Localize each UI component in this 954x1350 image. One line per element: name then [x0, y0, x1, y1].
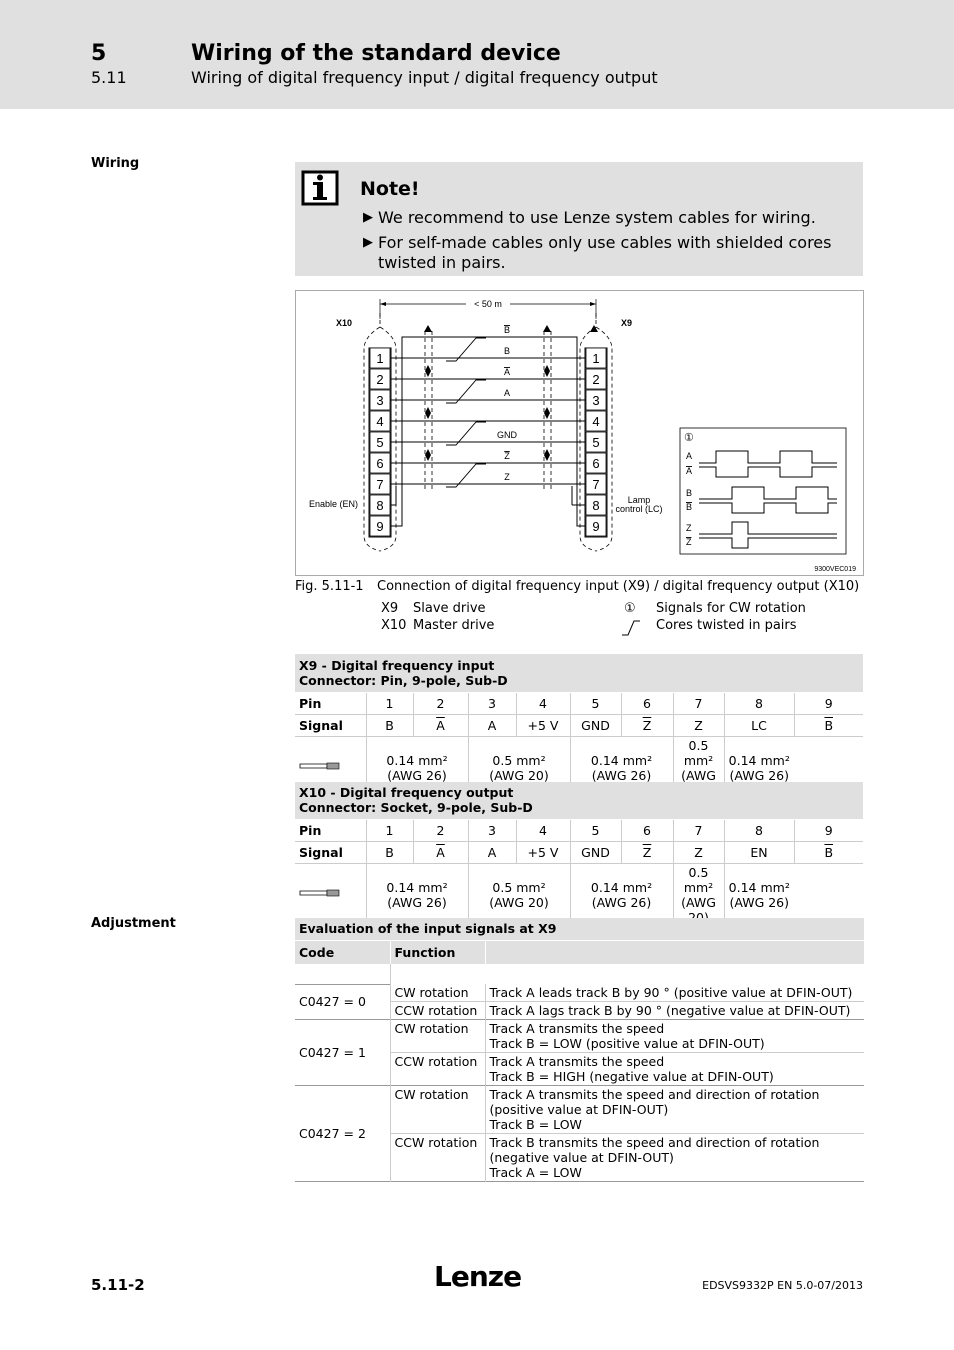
- x9-label: X9: [621, 318, 633, 328]
- signal-value: $\overline{Z}$: [621, 714, 673, 736]
- section-number: 5.11: [91, 68, 127, 87]
- cable-spec: 0.5 mm² (AWG 20): [468, 736, 570, 799]
- x10-table: [295, 782, 863, 927]
- signal-value: A: [468, 841, 516, 863]
- legend-text: Master drive: [413, 618, 495, 633]
- connector-pin-number: 4: [592, 414, 600, 429]
- signal-label: A: [686, 451, 693, 461]
- cable-spec: 0.14 mm² (AWG 26): [570, 863, 673, 926]
- legend-text: Cores twisted in pairs: [656, 618, 797, 633]
- connector-pin-number: 5: [592, 435, 600, 450]
- wire-label: A: [503, 388, 511, 398]
- signal-label: B: [686, 488, 693, 498]
- legend-key: X9: [381, 601, 399, 616]
- x9-title: X9 - Digital frequency input: [299, 657, 495, 673]
- section-title: Wiring of digital frequency input / digital frequency output: [191, 68, 658, 87]
- pin-number: 6: [621, 692, 673, 714]
- pin-number: 9: [794, 692, 863, 714]
- signal-value: $\overline{B}$: [794, 714, 863, 736]
- description-cell: Track A leads track B by 90 ° (positive value at DFIN-OUT): [489, 985, 853, 1000]
- description-cell: Track A transmits the speed and direction of rotation (positive value at DFIN-OUT) Track B = LOW: [489, 1087, 820, 1132]
- legend-text: Slave drive: [413, 601, 486, 616]
- wire-label: A: [503, 367, 511, 377]
- cable-spec: 0.5 mm² (AWG 20): [468, 863, 570, 926]
- signal-value: $\overline{A}$: [413, 714, 468, 736]
- chapter-title: Wiring of the standard device: [191, 41, 561, 66]
- evaluation-table: [295, 918, 864, 1182]
- signal-label: Z: [686, 523, 692, 533]
- signal-value: Z: [673, 714, 724, 736]
- connector-pin-number: 3: [592, 393, 600, 408]
- length-label: < 50 m: [474, 299, 502, 309]
- cable-spec: 0.5 mm² (AWG 20): [673, 736, 724, 799]
- connector-pin-number: 1: [592, 351, 600, 366]
- twisted-pair-icon: [620, 619, 642, 637]
- pin-number: 4: [516, 692, 570, 714]
- connector-pin-number: 5: [376, 435, 384, 450]
- connector-pin-number: 7: [376, 477, 384, 492]
- connector-pin-number: 3: [376, 393, 384, 408]
- rotation-cell: CW rotation: [390, 1020, 485, 1053]
- code-cell: C0427 = 1: [295, 1020, 390, 1086]
- note-box: [295, 162, 863, 276]
- signal-value: $\overline{B}$: [794, 841, 863, 863]
- x10-label: X10: [336, 318, 353, 328]
- signal-value: +5 V: [516, 714, 570, 736]
- wire-label: GND: [497, 430, 517, 440]
- legend-text: Signals for CW rotation: [656, 601, 806, 616]
- enable-label: Enable (EN): [309, 499, 359, 509]
- description-cell: Track B transmits the speed and direction of rotation (negative value at DFIN-OUT) Track A = LOW: [489, 1135, 820, 1180]
- signal-value: $\overline{Z}$: [621, 841, 673, 863]
- code-cell: C0427 = 2: [295, 1086, 390, 1182]
- side-label-wiring: Wiring: [91, 156, 140, 171]
- doc-id: EDSVS9332P EN 5.0-07/2013: [702, 1279, 863, 1292]
- connector-pin-number: 6: [376, 456, 384, 471]
- col-function: Function: [390, 940, 485, 964]
- pin-number: 1: [366, 692, 413, 714]
- pin-number: 2: [413, 819, 468, 841]
- page-header: [0, 0, 954, 109]
- figure-caption: Connection of digital frequency input (X9) / digital frequency output (X10): [377, 579, 860, 594]
- figure-code: 9300VEC019: [814, 566, 856, 573]
- wiring-diagram: [296, 291, 863, 575]
- pin-number: 7: [673, 692, 724, 714]
- code-cell: C0427 = 0: [295, 984, 390, 1020]
- connector-pin-number: 6: [592, 456, 600, 471]
- cable-spec: 0.5 mm² (AWG 20): [673, 863, 724, 926]
- pin-number: 5: [570, 819, 621, 841]
- wire-label: B: [503, 346, 511, 356]
- wire-label: B: [503, 325, 511, 335]
- signal-value: EN: [724, 841, 794, 863]
- connector-pin-number: 9: [376, 519, 384, 534]
- cable-icon: [295, 863, 366, 926]
- description-cell: Track A transmits the speed Track B = LOW (positive value at DFIN-OUT): [489, 1021, 765, 1051]
- wiring-figure: [295, 290, 864, 576]
- lamp-label: Lamp: [627, 495, 651, 505]
- bullet-arrow-icon: ▶: [363, 235, 373, 250]
- col-code: Code: [299, 944, 335, 960]
- note-bullet: ▶ We recommend to use Lenze system cables for wiring.: [363, 208, 816, 227]
- connector-pin-number: 2: [376, 372, 384, 387]
- signal-value: Z: [673, 841, 724, 863]
- rotation-cell: CW rotation: [390, 1086, 485, 1134]
- connector-pin-number: 7: [592, 477, 600, 492]
- signal-label: Z: [686, 537, 692, 547]
- rotation-cell: CW rotation: [390, 984, 485, 1002]
- pin-number: 3: [468, 692, 516, 714]
- pin-number: 3: [468, 819, 516, 841]
- info-icon: [301, 170, 339, 206]
- side-label-adjustment: Adjustment: [91, 916, 176, 931]
- chapter-number: 5: [91, 41, 107, 66]
- signal-marker: ①: [684, 432, 694, 444]
- cable-spec: 0.14 mm² (AWG 26): [724, 736, 794, 799]
- eval-title: Evaluation of the input signals at X9: [295, 918, 864, 940]
- cable-spec: 0.14 mm² (AWG 26): [366, 863, 468, 926]
- signal-value: B: [366, 841, 413, 863]
- signal-value: A: [468, 714, 516, 736]
- table-row: [295, 1020, 864, 1053]
- connector-pin-number: 4: [376, 414, 384, 429]
- connector-pin-number: 8: [592, 498, 600, 513]
- lamp-label: control (LC): [615, 504, 663, 514]
- pin-label: Pin: [299, 695, 322, 711]
- x9-table: [295, 654, 863, 800]
- description-cell: Track A lags track B by 90 ° (negative value at DFIN-OUT): [489, 1003, 851, 1018]
- x10-title: X10 - Digital frequency output: [299, 785, 514, 801]
- rotation-cell: CCW rotation: [390, 1053, 485, 1086]
- table-row: [295, 984, 864, 1002]
- description-cell: Track A transmits the speed Track B = HIGH (negative value at DFIN-OUT): [489, 1054, 774, 1084]
- pin-number: 2: [413, 692, 468, 714]
- rotation-cell: CCW rotation: [390, 1134, 485, 1182]
- wire-label: Z: [504, 472, 510, 482]
- note-bullet: ▶ For self-made cables only use cables with shielded cores twisted in pairs.: [363, 233, 832, 272]
- connector-pin-number: 8: [376, 498, 384, 513]
- signal-value: +5 V: [516, 841, 570, 863]
- x10-subtitle: Connector: Socket, 9-pole, Sub-D: [299, 800, 533, 816]
- pin-number: 7: [673, 819, 724, 841]
- x9-subtitle: Connector: Pin, 9-pole, Sub-D: [299, 672, 508, 688]
- note-title: Note!: [360, 178, 420, 200]
- signal-value: $\overline{A}$: [413, 841, 468, 863]
- signal-value: LC: [724, 714, 794, 736]
- rotation-cell: CCW rotation: [390, 1002, 485, 1020]
- pin-number: 6: [621, 819, 673, 841]
- pin-number: 1: [366, 819, 413, 841]
- signal-value: B: [366, 714, 413, 736]
- table-row: [295, 1086, 864, 1134]
- lenze-logo: Lenze: [434, 1260, 522, 1293]
- page-number: 5.11-2: [91, 1276, 145, 1294]
- signal-label: Signal: [299, 717, 343, 733]
- legend-key: ①: [624, 601, 636, 616]
- figure-number: Fig. 5.11-1: [295, 579, 364, 594]
- pin-number: 4: [516, 819, 570, 841]
- pin-number: 8: [724, 692, 794, 714]
- connector-pin-number: 2: [592, 372, 600, 387]
- signal-value: GND: [570, 714, 621, 736]
- legend-key: X10: [381, 618, 407, 633]
- cable-spec: 0.14 mm² (AWG 26): [570, 736, 673, 799]
- pin-number: 5: [570, 692, 621, 714]
- cable-spec: 0.14 mm² (AWG 26): [366, 736, 468, 799]
- signal-label: B: [686, 502, 693, 512]
- connector-pin-number: 1: [376, 351, 384, 366]
- pin-label: Pin: [299, 822, 322, 838]
- signal-value: GND: [570, 841, 621, 863]
- pin-number: 9: [794, 819, 863, 841]
- connector-pin-number: 9: [592, 519, 600, 534]
- pin-number: 8: [724, 819, 794, 841]
- bullet-arrow-icon: ▶: [363, 210, 373, 225]
- signal-label: A: [686, 466, 693, 476]
- wire-label: Z: [504, 451, 510, 461]
- cable-spec: 0.14 mm² (AWG 26): [724, 863, 794, 926]
- signal-label: Signal: [299, 844, 343, 860]
